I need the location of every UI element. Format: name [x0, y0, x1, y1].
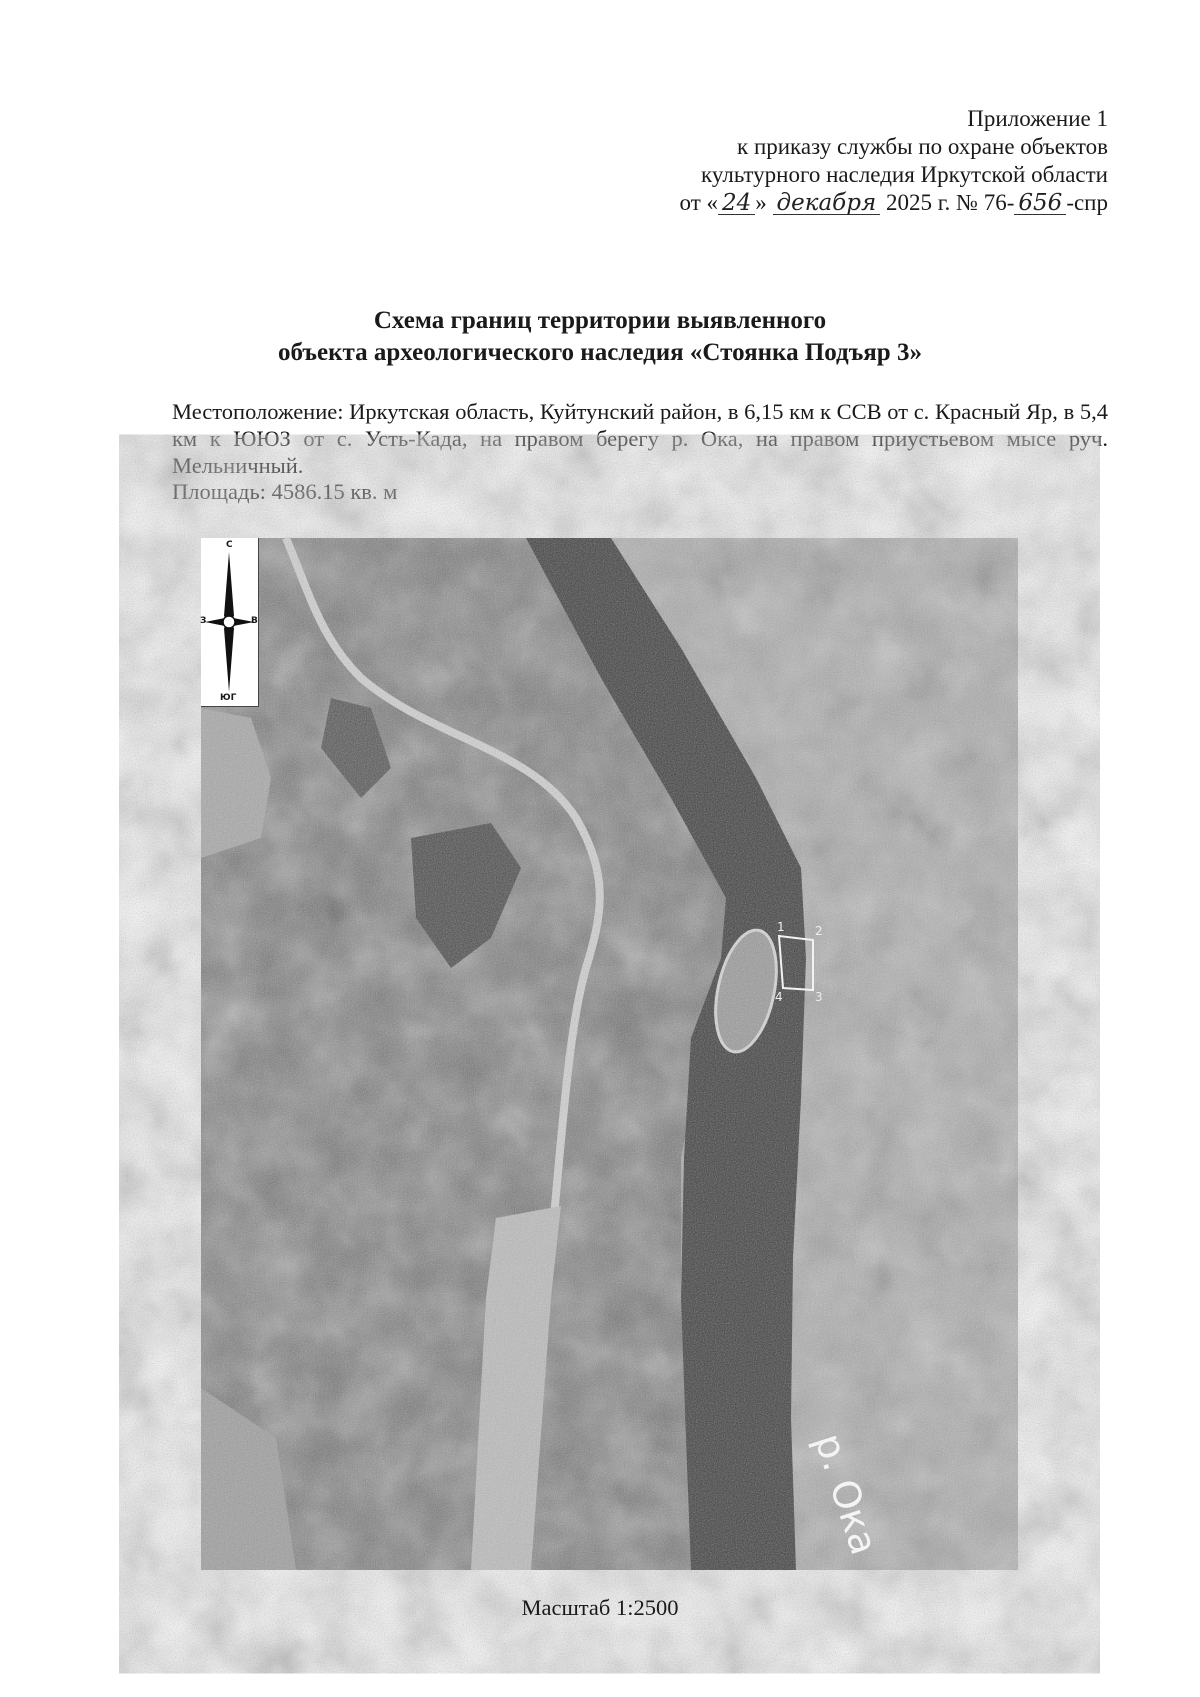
- number-suffix: -спр: [1066, 190, 1108, 215]
- compass-rose: [201, 538, 259, 707]
- boundary-point-4: 4: [775, 990, 783, 1004]
- date-quote-close: »: [755, 190, 767, 215]
- compass-icon: [201, 538, 258, 706]
- map-image: [201, 538, 1018, 1570]
- year-text: 2025 г. №: [885, 190, 978, 215]
- appendix-authority-line: культурного наследия Иркутской области: [701, 162, 1108, 187]
- compass-east: В: [251, 616, 258, 626]
- handwritten-number: 656: [1014, 192, 1066, 215]
- title-line-2: объекта археологического наследия «Стоянка Подъяр 3»: [278, 339, 922, 366]
- location-description: Местоположение: Иркутская область, Куйтунский район, в 6,15 км к ССВ от с. Красный Яр, в 5,4 км к ЮЮЗ от с. Усть-Када, на правом берегу р. Ока, на правом приустьевом мысе руч. Мельничный.: [172, 399, 1108, 478]
- satellite-map: [201, 538, 1018, 1570]
- river-label: р. Ока: [806, 1428, 887, 1560]
- appendix-title: Приложение 1: [967, 106, 1108, 131]
- appendix-date-line: [548, 189, 1108, 217]
- title-line-1: Схема границ территории выявленного: [373, 307, 827, 334]
- number-prefix: 76-: [983, 190, 1015, 215]
- appendix-order-line: к приказу службы по охране объектов: [737, 134, 1108, 159]
- boundary-point-2: 2: [815, 924, 823, 938]
- boundary-point-1: 1: [777, 920, 785, 934]
- appendix-header: [548, 105, 1108, 217]
- compass-south: ЮГ: [220, 693, 237, 703]
- boundary-point-3: 3: [815, 990, 823, 1004]
- compass-west: З: [200, 616, 207, 626]
- area-text: Площадь: 4586.15 кв. м: [172, 479, 398, 504]
- handwritten-day: 24: [718, 192, 755, 215]
- document-title: [0, 305, 1200, 369]
- map-scale: Масштаб 1:2500: [521, 1595, 679, 1620]
- handwritten-month: декабря: [773, 192, 881, 215]
- date-prefix: от «: [679, 190, 719, 215]
- compass-north: С: [226, 540, 233, 550]
